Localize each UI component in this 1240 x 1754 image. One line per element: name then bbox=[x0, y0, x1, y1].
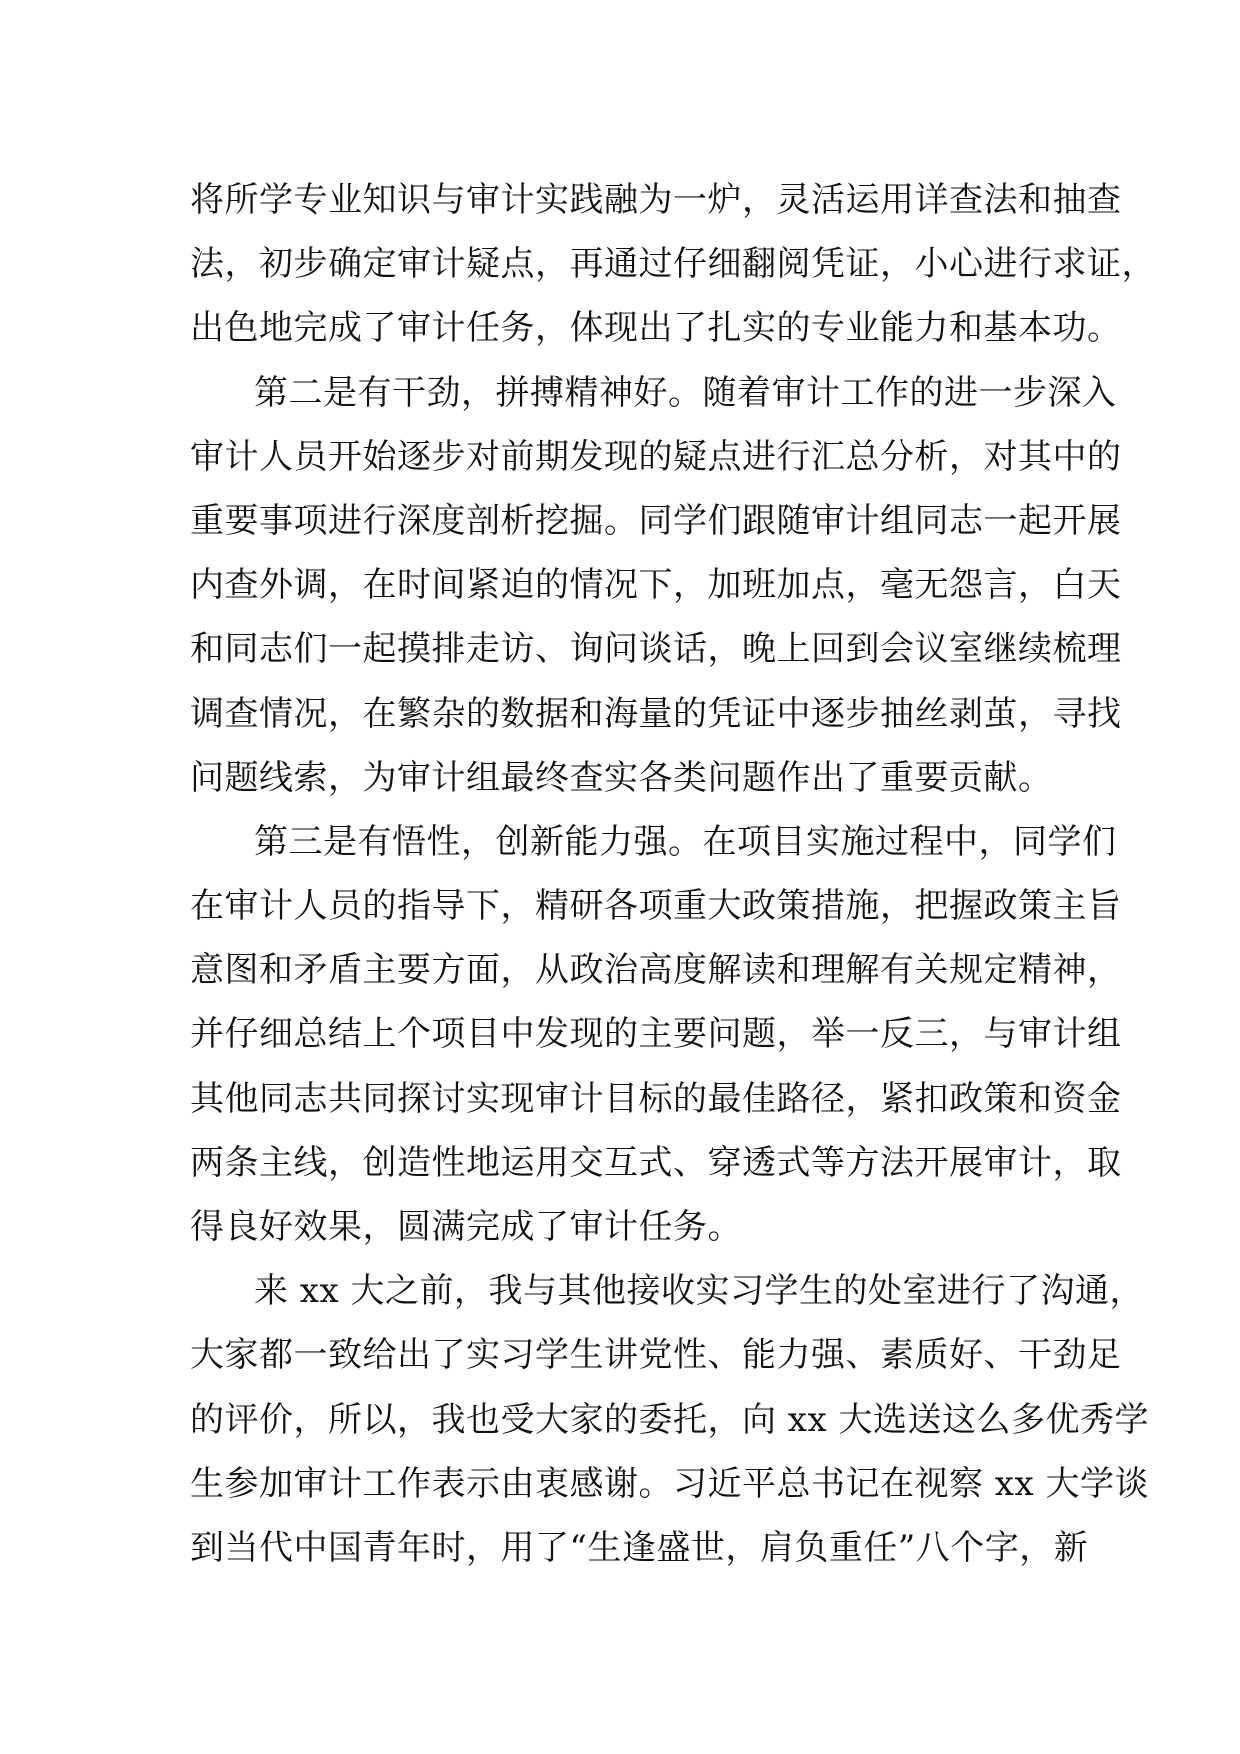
text-line: 将所学专业知识与审计实践融为一炉，灵活运用详查法和抽查 bbox=[190, 180, 1122, 220]
text-line: 审计人员开始逐步对前期发现的疑点进行汇总分析，对其中的 bbox=[190, 436, 1122, 477]
paragraph-start-line: 第二是有干劲，拼搏精神好。随着审计工作的进一步深入 bbox=[254, 372, 1117, 413]
text-line: 其他同志共同探讨实现审计目标的最佳路径，紧扣政策和资金 bbox=[190, 1078, 1122, 1119]
text-line: 法，初步确定审计疑点，再通过仔细翻阅凭证，小心进行求证， bbox=[190, 244, 1156, 285]
paragraph-start-line: 来 xx 大之前，我与其他接收实习学生的处室进行了沟通， bbox=[254, 1271, 1144, 1312]
text-line: 调查情况，在繁杂的数据和海量的凭证中逐步抽丝剥茧，寻找 bbox=[190, 693, 1122, 734]
text-line: 在审计人员的指导下，精研各项重大政策措施，把握政策主旨 bbox=[190, 886, 1122, 927]
text-line: 意图和矛盾主要方面，从政治高度解读和理解有关规定精神， bbox=[190, 950, 1122, 991]
text-line: 并仔细总结上个项目中发现的主要问题，举一反三，与审计组 bbox=[190, 1014, 1122, 1055]
text-line: 重要事项进行深度剖析挖掘。同学们跟随审计组同志一起开展 bbox=[190, 500, 1122, 541]
text-line: 大家都一致给出了实习学生讲党性、能力强、素质好、干劲足 bbox=[190, 1335, 1122, 1376]
text-line: 得良好效果，圆满完成了审计任务。 bbox=[190, 1207, 742, 1247]
text-line: 出色地完成了审计任务，体现出了扎实的专业能力和基本功。 bbox=[190, 308, 1122, 349]
body-text bbox=[190, 168, 1156, 1580]
paragraph-start-line: 第三是有悟性，创新能力强。在项目实施过程中，同学们 bbox=[254, 821, 1117, 862]
text-line: 的评价，所以，我也受大家的委托，向 xx 大选送这么多优秀学 bbox=[190, 1399, 1149, 1440]
text-line: 到当代中国青年时，用了“生逢盛世，肩负重任”八个字，新 bbox=[190, 1527, 1089, 1568]
text-line: 生参加审计工作表示由衷感谢。习近平总书记在视察 xx 大学谈 bbox=[190, 1463, 1149, 1504]
text-line: 内查外调，在时间紧迫的情况下，加班加点，毫无怨言，白天 bbox=[190, 565, 1122, 606]
text-line: 和同志们一起摸排走访、询问谈话，晚上回到会议室继续梳理 bbox=[190, 629, 1122, 670]
text-line: 两条主线，创造性地运用交互式、穿透式等方法开展审计，取 bbox=[190, 1142, 1122, 1183]
text-line: 问题线索，为审计组最终查实各类问题作出了重要贡献。 bbox=[190, 757, 1053, 798]
